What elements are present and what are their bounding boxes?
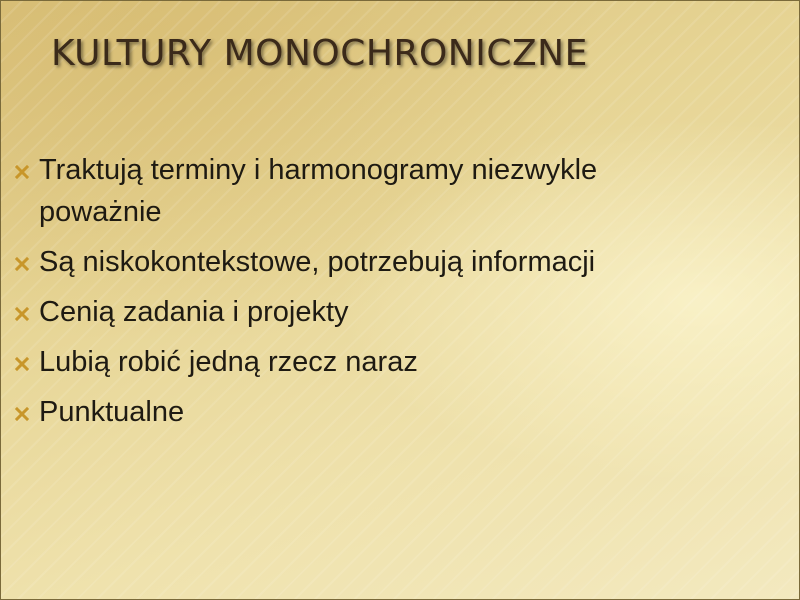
bullet-list [13,149,713,441]
bullet-item [13,291,713,333]
bullet-text: Traktują terminy i harmonogramy niezwykle poważnie [39,154,598,228]
slide-title: KULTURY MONOCHRONICZNE [51,33,588,74]
x-mark-icon [15,257,29,271]
bullet-text: Punktualne [39,396,185,428]
x-mark-icon [15,407,29,421]
bullet-item [13,391,713,433]
x-mark-icon [15,165,29,179]
x-mark-icon [15,357,29,371]
bullet-item [13,149,713,233]
bullet-item [13,341,713,383]
bullet-text: Cenią zadania i projekty [39,296,349,328]
x-mark-icon [15,307,29,321]
bullet-text: Lubią robić jedną rzecz naraz [39,346,418,378]
bullet-text: Są niskokontekstowe, potrzebują informacji [39,246,596,278]
bullet-item [13,241,713,283]
